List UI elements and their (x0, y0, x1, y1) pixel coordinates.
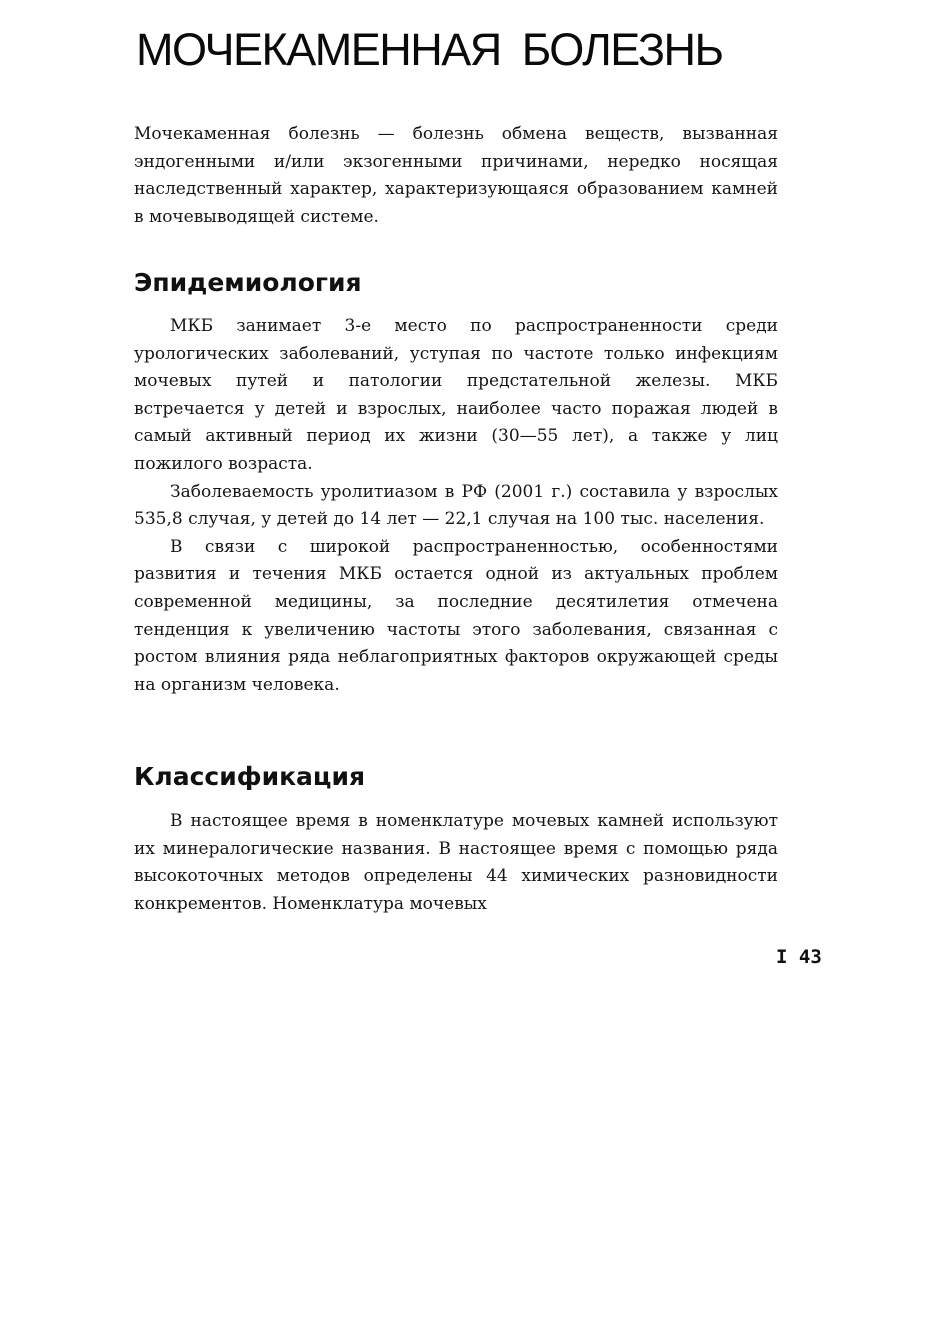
intro-paragraph: Мочекаменная болезнь — болезнь обмена веществ, вызванная эндогенными и/или экзогенными причинами, нередко носящая наследственный характер, характеризующаяся образованием камней в мочевыводящей системе. (134, 124, 778, 227)
page-title: МОЧЕКАМЕННАЯ БОЛЕЗНЬ (136, 24, 723, 75)
paragraph: В связи с широкой распространенностью, особенностями развития и течения МКБ остается одной из актуальных проблем современной медицины, за последние десятилетия отмечена тенденция к увеличению частоты этого заболевания, связанная с ростом влияния ряда неблагоприятных факторов окружающей среды на организм человека. (134, 536, 778, 695)
intro-block (134, 121, 778, 231)
section-body-classification (134, 808, 778, 918)
paragraph: В настоящее время в номенклатуре мочевых камней используют их минералогические названия. В настоящее время с помощью ряда высокоточных методов определены 44 химических разновидности конкрементов. Номенклатура мочевых (134, 811, 778, 914)
section-body-epidemiology (134, 313, 778, 699)
section-heading-epidemiology: Эпидемиология (134, 268, 362, 297)
section-heading-classification: Классификация (134, 762, 366, 791)
paragraph: Заболеваемость уролитиазом в РФ (2001 г.) составила у взрослых 535,8 случая, у детей до 14 лет — 22,1 случая на 100 тыс. населения. (134, 481, 778, 530)
page-number: I 43 (776, 946, 822, 968)
paragraph: МКБ занимает 3-е место по распространенности среди урологических заболеваний, уступая по частоте только инфекциям мочевых путей и патологии предстательной железы. МКБ встречается у детей и взрослых, наиболее часто поражая людей в самый активный период их жизни (30—55 лет), а также у лиц пожилого возраста. (134, 316, 778, 474)
